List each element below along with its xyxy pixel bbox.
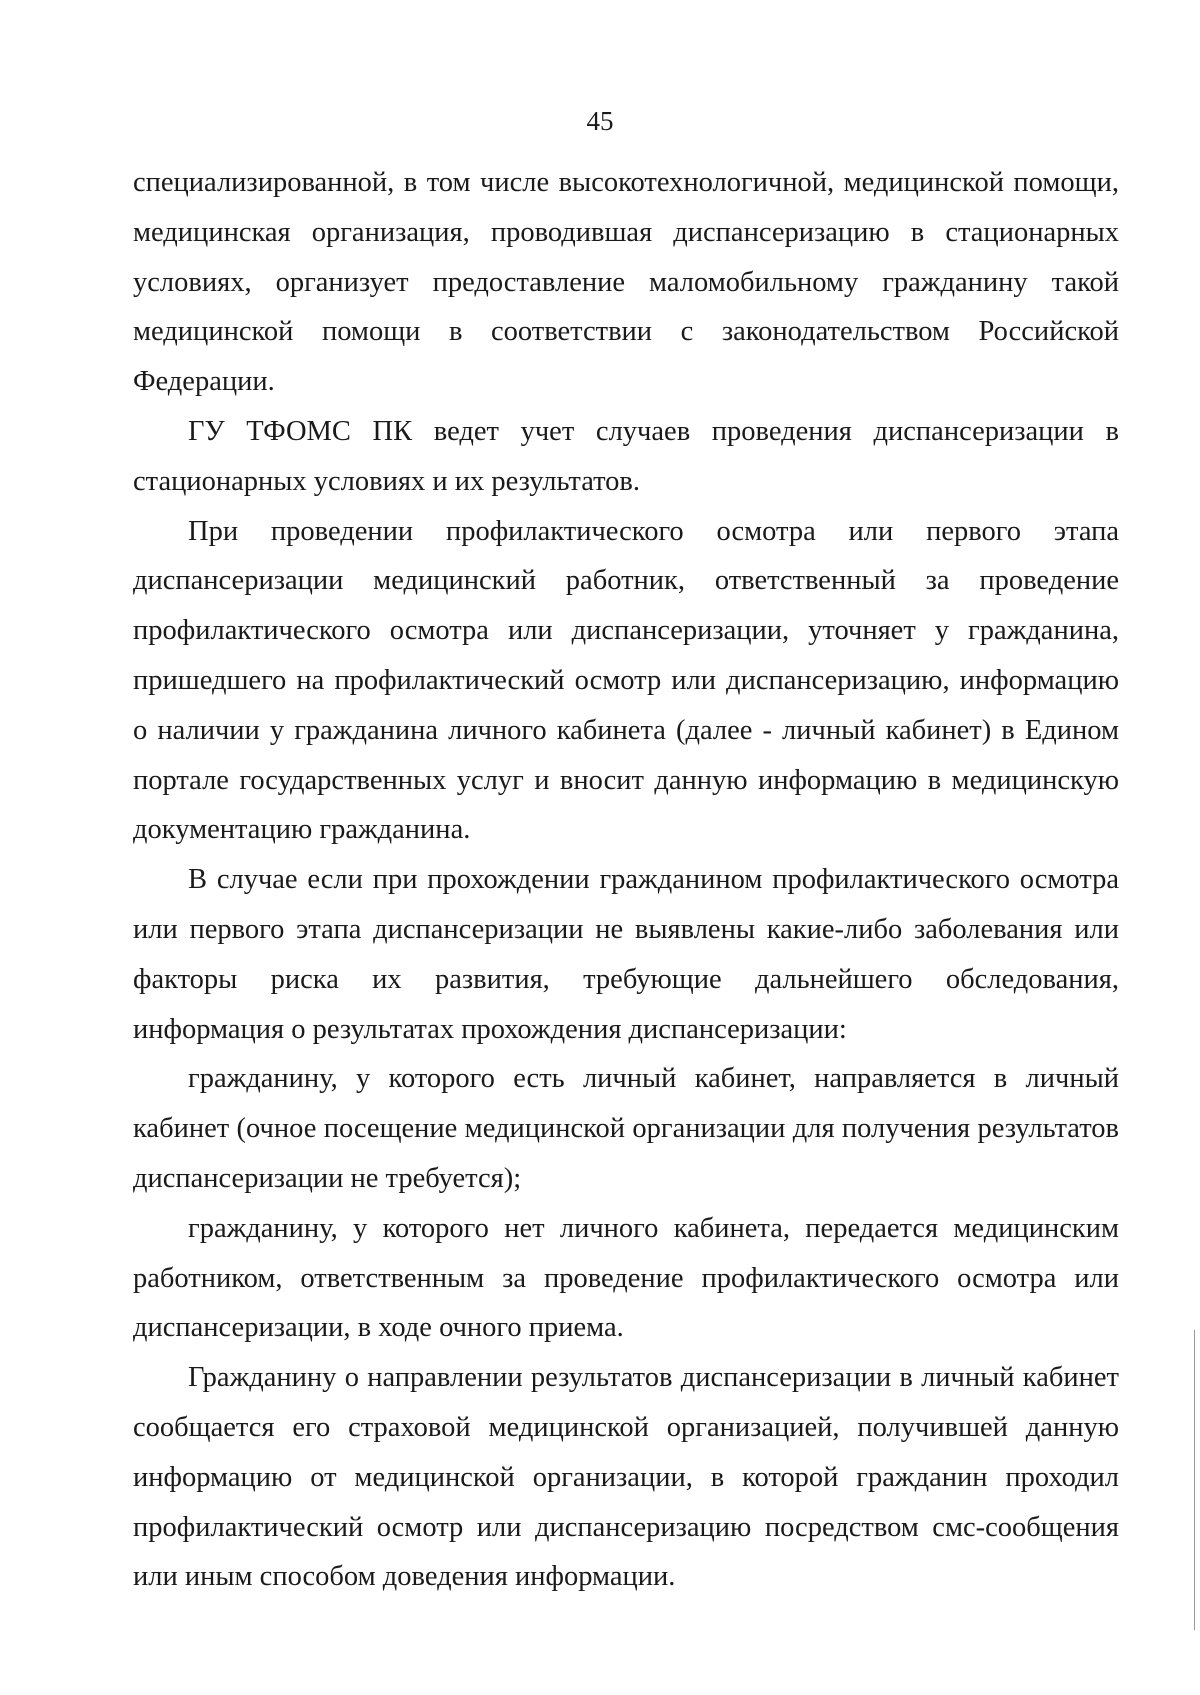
paragraph-5: гражданину, у которого есть личный кабинет, направляется в личный кабинет (очное посещение медицинской организации для получения результатов диспансеризации не требуется); [133,1063,1119,1194]
paragraph-4: В случае если при прохождении гражданином профилактического осмотра или первого этапа диспансеризации не выявлены какие-либо заболевания или факторы риска их развития, требующие дальнейшего обследования, информация о результатах прохождения диспансеризации: [133,864,1119,1045]
page-number: 45 [586,106,614,136]
document-body [133,158,1119,1602]
paragraph-1: специализированной, в том числе высокотехнологичной, медицинской помощи, медицинская организация, проводившая диспансеризацию в стационарных условиях, организует предоставление маломобильному гражданину такой медицинской помощи в соответствии с законодательством Российской Федерации. [133,167,1119,398]
paragraph-6: гражданину, у которого нет личного кабинета, передается медицинским работником, ответственным за проведение профилактического осмотра или диспансеризации, в ходе очного приема. [133,1212,1119,1344]
scan-edge-line [1194,1330,1195,1630]
paragraph-7: Гражданину о направлении результатов диспансеризации в личный кабинет сообщается его страховой медицинской организацией, получившей данную информацию от медицинской организации, в которой гражданин проходил профилактический осмотр или диспансеризацию посредством смс-сообщения или иным способом доведения информации. [133,1362,1119,1593]
paragraph-2: ГУ ТФОМС ПК ведет учет случаев проведения диспансеризации в стационарных условиях и их результатов. [133,415,1119,497]
paragraph-3: При проведении профилактического осмотра или первого этапа диспансеризации медицинский работник, ответственный за проведение профилактического осмотра или диспансеризации, уточняет у гражданина, пришедшего на профилактический осмотр или диспансеризацию, информацию о наличии у гражданина личного кабинета (далее - личный кабинет) в Едином портале государственных услуг и вносит данную информацию в медицинскую документацию гражданина. [133,515,1119,846]
